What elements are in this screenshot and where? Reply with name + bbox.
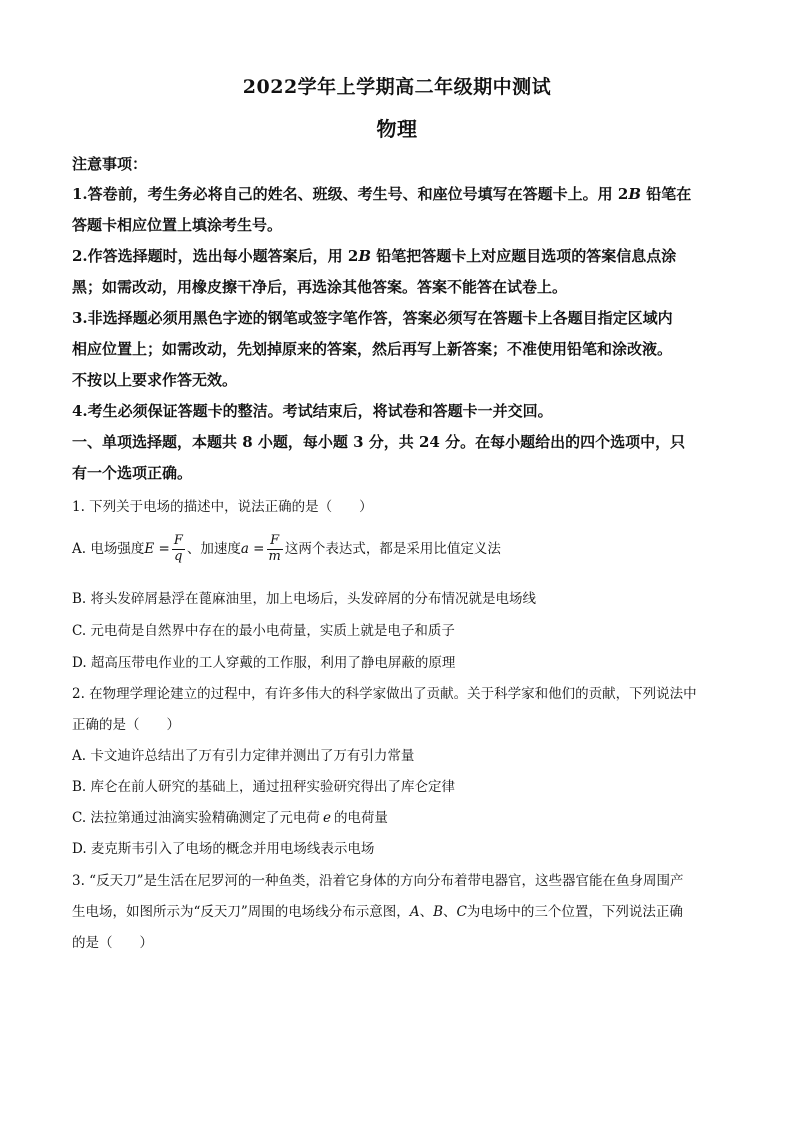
q2-option-d: D. 麦克斯韦引入了电场的概念并用电场线表示电场 <box>72 841 375 857</box>
notice-line-1 <box>72 183 732 204</box>
q1-option-a <box>72 529 732 569</box>
q1-option-d: D. 超高压带电作业的工人穿戴的工作服，利用了静电屏蔽的原理 <box>72 655 456 671</box>
q1-a-fraction2-num: F <box>267 534 283 550</box>
q2-stem-line-1: 2. 在物理学理论建立的过程中，有许多伟大的科学家做出了贡献。关于科学家和他们的贡献，下列说法中 <box>72 686 697 702</box>
notice-line-1-b: B <box>628 185 642 203</box>
q1-option-c: C. 元电荷是自然界中存在的最小电荷量，实质上就是电子和质子 <box>72 623 455 639</box>
notice-line-8: 4.考生必须保证答题卡的整洁。考试结束后，将试卷和答题卡一并交回。 <box>72 402 553 420</box>
q2-c-pre: C. 法拉第通过油滴实验精确测定了元电荷 <box>72 810 320 826</box>
notice-line-2: 答题卡相应位置上填涂考生号。 <box>72 216 283 234</box>
q1-a-fraction2-den: m <box>268 549 281 564</box>
q1-a-a-symbol: a = <box>240 541 265 557</box>
notice-line-1-tail: 铅笔在 <box>641 185 692 203</box>
notice-line-6: 相应位置上；如需改动，先划掉原来的答案，然后再写上新答案；不准使用铅笔和涂改液。 <box>72 340 673 358</box>
q3-stem-line-1: 3. “反天刀”是生活在尼罗河的一种鱼类，沿着它身体的方向分布着带电器官，这些器官能在鱼身周围产 <box>72 873 684 889</box>
notice-line-4: 黑；如需改动，用橡皮擦干净后，再选涂其他答案。答案不能答在试卷上。 <box>72 278 568 296</box>
q2-option-b: B. 库仑在前人研究的基础上，通过扭秤实验研究得出了库仑定律 <box>72 779 456 795</box>
q1-a-fraction-num: F <box>173 533 183 549</box>
notice-line-1-text: 1.答卷前，考生务必将自己的姓名、班级、考生号、和座位号填写在答题卡上。用 2 <box>72 185 629 203</box>
q2-c-post: 的电荷量 <box>333 810 388 826</box>
q3-point-c: C <box>456 904 467 920</box>
q1-a-fraction-accel <box>267 534 283 565</box>
q3-point-b: B <box>433 904 443 920</box>
section-1-heading: 一、单项选择题，本题共 8 小题，每小题 3 分，共 24 分。在每小题给出的四个选项中，只 <box>72 433 686 451</box>
notice-line-3 <box>72 245 732 266</box>
q2-stem-line-2: 正确的是（ ） <box>72 717 180 733</box>
q3-sep-2: 、 <box>442 904 457 920</box>
q1-a-prefix: A. 电场强度 <box>72 541 145 557</box>
q3-stem2-post: 为电场中的三个位置，下列说法正确 <box>466 904 683 920</box>
notice-line-3-b: B <box>358 247 372 265</box>
notice-line-7: 不按以上要求作答无效。 <box>72 371 238 389</box>
q1-a-fraction-field <box>172 534 185 565</box>
q1-stem: 1. 下列关于电场的描述中，说法正确的是（ ） <box>72 499 373 515</box>
q3-stem2-pre: 生电场，如图所示为“反天刀”周围的电场线分布示意图， <box>72 904 410 920</box>
q1-option-b: B. 将头发碎屑悬浮在蓖麻油里，加上电场后，头发碎屑的分布情况就是电场线 <box>72 591 537 607</box>
notice-line-3-text: 2.作答选择题时，选出每小题答案后，用 2 <box>72 247 359 265</box>
q3-sep-1: 、 <box>419 904 434 920</box>
q1-a-mid: 、加速度 <box>186 541 241 557</box>
q1-a-e-symbol: E = <box>144 541 170 557</box>
exam-title: 2022学年上学期高二年级期中测试 <box>242 76 552 98</box>
subject-title: 物理 <box>376 117 418 141</box>
q3-stem-line-3: 的是（ ） <box>72 935 153 951</box>
q3-point-a: A <box>409 904 420 920</box>
q2-c-e-symbol: e <box>322 810 331 826</box>
q1-a-suffix: 这两个表达式，都是采用比值定义法 <box>284 541 501 557</box>
q2-option-c <box>72 806 732 826</box>
q3-stem-line-2 <box>72 900 732 920</box>
section-1-heading-cont: 有一个选项正确。 <box>72 464 193 482</box>
q1-a-fraction-den: q <box>174 549 183 564</box>
notice-line-3-tail: 铅笔把答题卡上对应题目选项的答案信息点涂 <box>371 247 677 265</box>
notice-heading: 注意事项： <box>72 155 148 173</box>
q2-option-a: A. 卡文迪许总结出了万有引力定律并测出了万有引力常量 <box>72 748 415 764</box>
notice-line-5: 3.非选择题必须用黑色字迹的钢笔或签字笔作答，答案必须写在答题卡上各题目指定区域内 <box>72 309 673 327</box>
